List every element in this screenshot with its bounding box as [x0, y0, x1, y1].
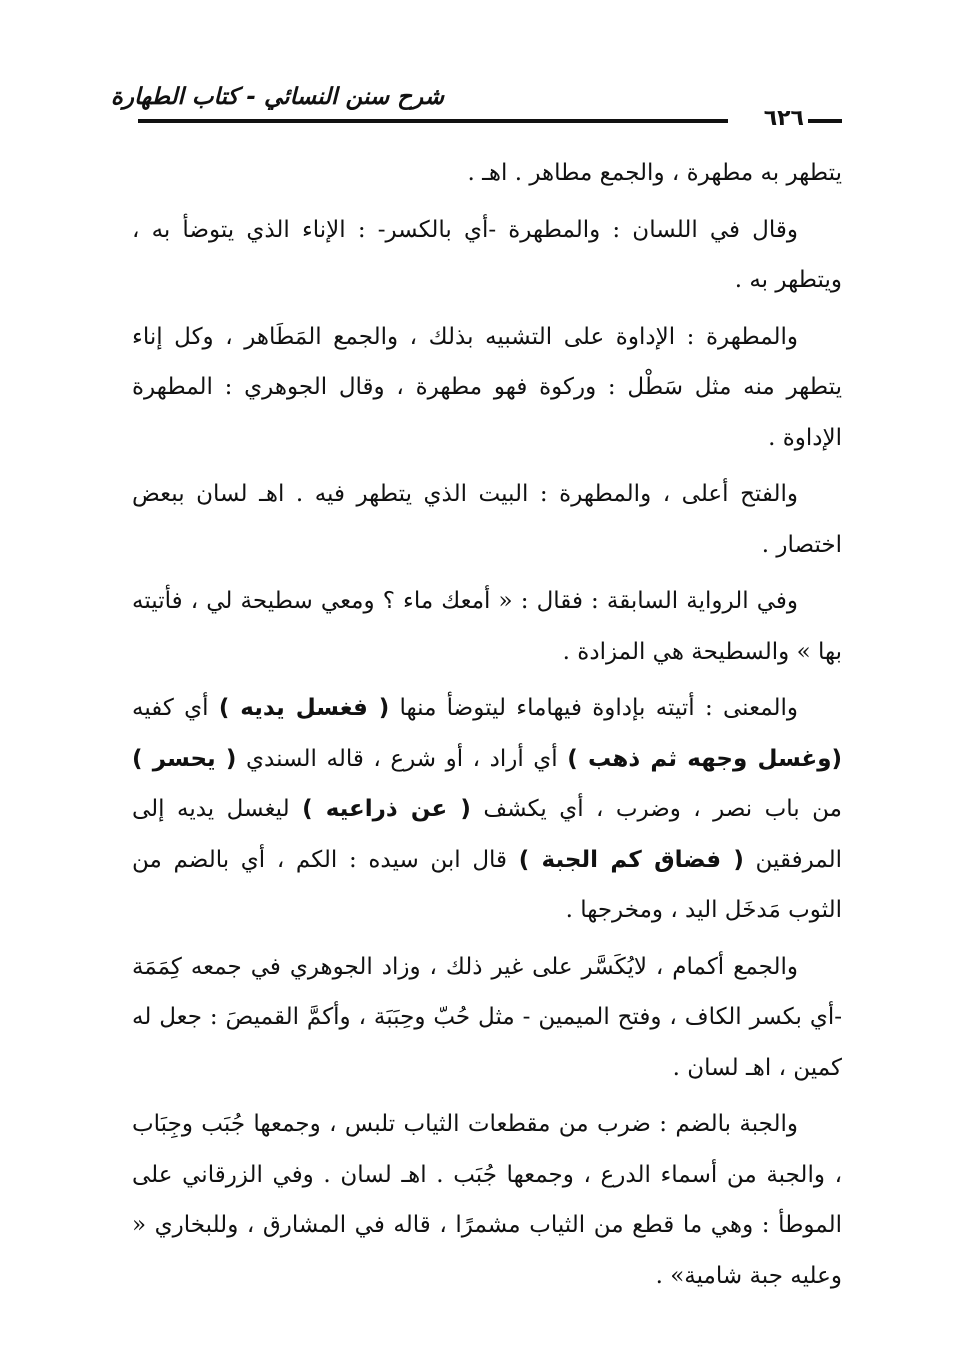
paragraph	[132, 942, 842, 1094]
text-run: والجبة بالضم : ضرب من مقطعات الثياب تلبس ، وجمعها جُبَب وجِبَاب ، والجبة من أسماء الدرع ، وجمعها جُبَب . اهـ لسان . وفي الزرقاني على الموطأ : وهي ما قطع من الثياب مشمرًا ، قاله في المشارق ، وللبخاري « وعليه جبة شامية» .	[132, 1111, 842, 1289]
paragraph	[132, 148, 842, 199]
hadith-quote: ( فضاق كم الجبة )	[518, 846, 744, 873]
text-run: والفتح أعلى ، والمطهرة : البيت الذي يتطهر فيه . اهـ لسان ببعض اختصار .	[132, 481, 842, 558]
text-run: والجمع أكمام ، لايُكَسَّر على غير ذلك ، وزاد الجوهري في جمعه كِمَمَة -أي بكسر الكاف ، وفتح الميمين - مثل حُبّ وحِبَبَة ، وأكمَّ القميصَ : جعل له كمين ، اهـ لسان .	[132, 953, 842, 1081]
page-header	[110, 80, 842, 140]
paragraph	[132, 576, 842, 677]
hadith-quote: (وغسل وجهه ثم ذهب )	[567, 745, 843, 772]
hadith-quote: ( فغسل يديه )	[218, 695, 390, 721]
paragraph	[132, 205, 842, 306]
page-number-dash	[808, 119, 842, 123]
text-run: وفي الرواية السابقة : فقال : « أمعك ماء ؟ ومعي سطيحة لي ، فأتيته بها » والسطيحة هي المزادة .	[132, 588, 842, 665]
text-run: أي أراد ، أو شرع ، قاله السندي	[236, 745, 568, 772]
paragraph	[132, 683, 842, 936]
text-run: قال ابن سيده : الكم ، أي بالضم من الثوب مَدخَل اليد ، ومخرجها .	[132, 846, 842, 923]
page-body	[132, 148, 842, 1307]
text-run: والمعنى : أتيته بإداوة فيهاماء ليتوضأ منها	[389, 695, 799, 721]
paragraph	[132, 469, 842, 570]
page-number: ٦٢٦	[763, 106, 804, 131]
hadith-quote: ( يحسر )	[132, 745, 237, 772]
text-run: ليغسل يديه إلى المرفقين	[132, 796, 842, 873]
hadith-quote: ( عن ذراعيه )	[302, 796, 471, 822]
text-run: وقال في اللسان : والمطهرة -أي بالكسر- : الإناء الذي يتوضأ به ، ويتطهر به .	[132, 216, 842, 293]
header-rule	[138, 119, 728, 123]
paragraph	[132, 1099, 842, 1301]
paragraph	[132, 312, 842, 464]
text-run: يتطهر به مطهرة ، والجمع مطاهر . اهـ .	[467, 160, 842, 186]
text-run: أي كفيه	[132, 695, 219, 721]
text-run: والمطهرة : الإداوة على التشبيه بذلك ، والجمع المَطَاهر ، وكل إناء يتطهر منه مثل سَطْل : وركوة فهو مطهرة ، وقال الجوهري : المطهرة الإداوة .	[132, 323, 842, 451]
running-title: شرح سنن النسائي - كتاب الطهارة	[110, 84, 444, 110]
text-run: من باب نصر ، وضرب ، أي يكشف	[470, 796, 842, 822]
